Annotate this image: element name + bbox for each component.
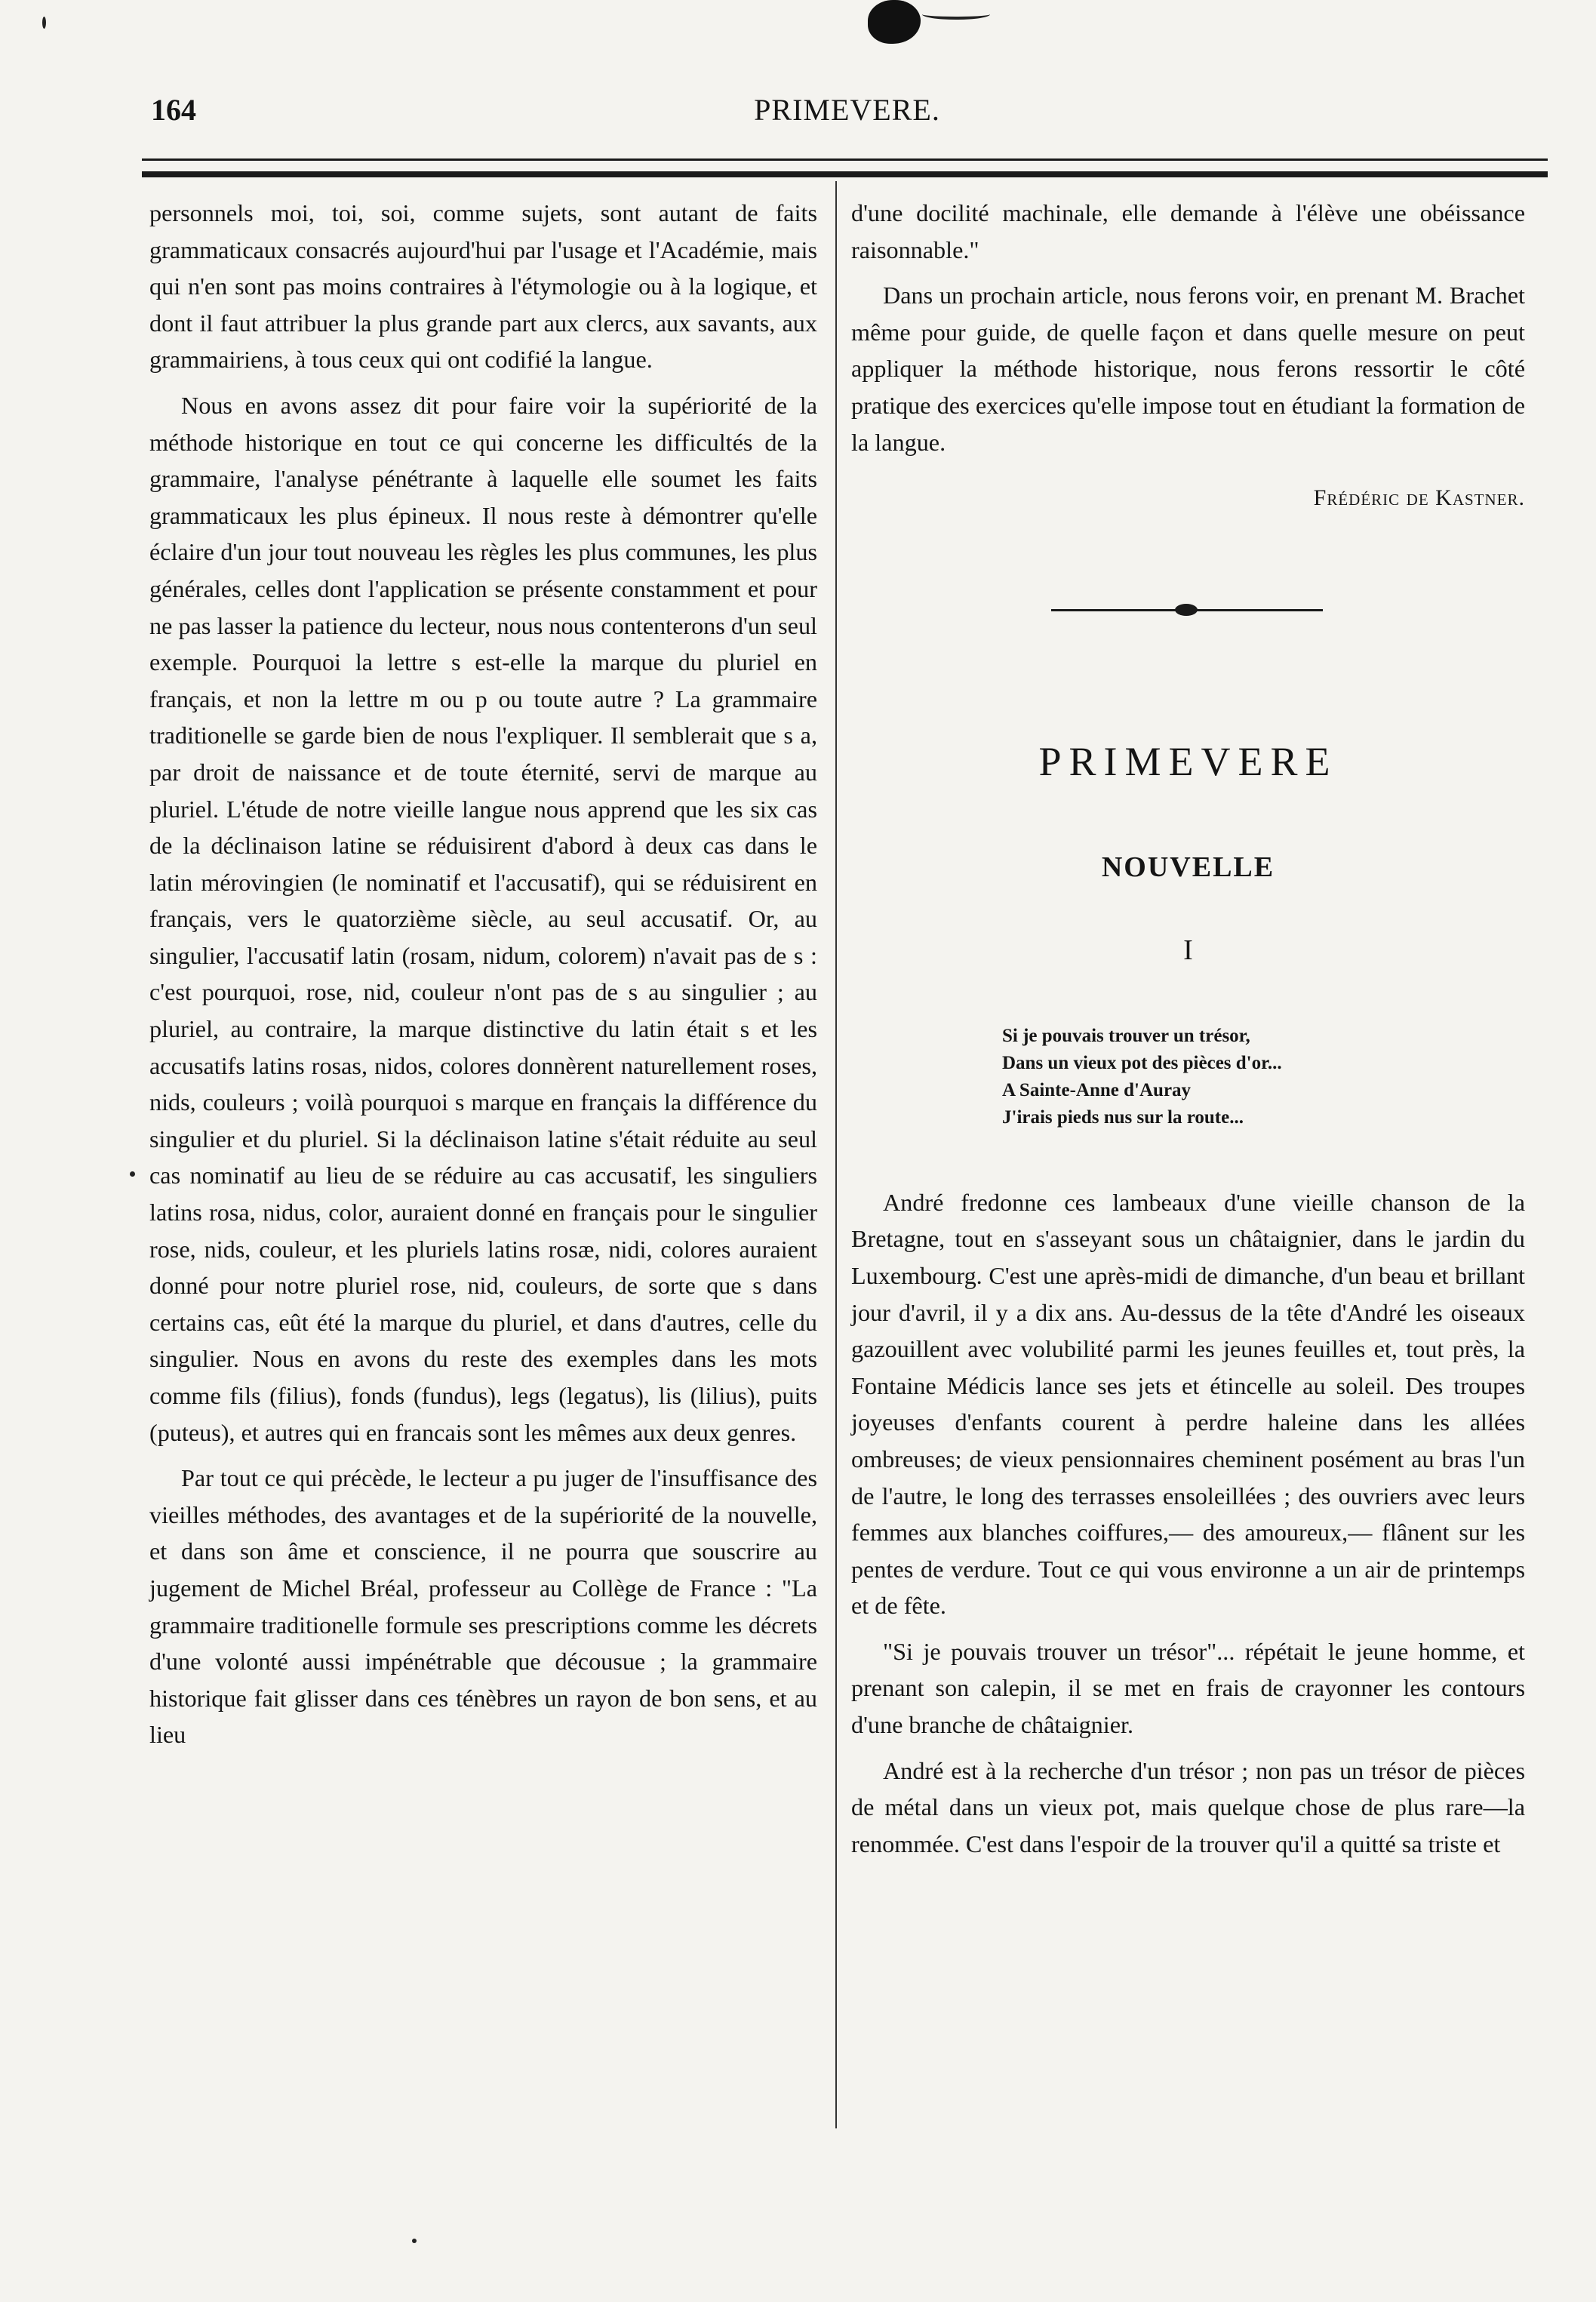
chapter-number: I: [1183, 934, 1193, 966]
stray-mark: [412, 2239, 417, 2243]
ornament-dot: [1175, 604, 1198, 616]
paragraph: d'une docilité machinale, elle demande à l'élève une obéissance raisonnable.": [851, 199, 1525, 263]
ink-blot: [868, 0, 921, 44]
column-divider: [835, 181, 837, 2128]
song-verse: [1002, 1023, 1525, 1131]
paragraph: personnels moi, toi, soi, comme sujets, sont autant de faits grammaticaux consacrés aujourd'hui par l'usage et l'Académie, mais qui n'en sont pas moins contraires à l'étymologie ou à la logique, et dont il faut attribuer la plus grande part aux clercs, aux savants, aux grammairiens, à tous ceux qui ont codifié la langue.: [149, 199, 817, 374]
story-subtitle: NOUVELLE: [1101, 851, 1275, 883]
stray-mark: [130, 1171, 135, 1177]
running-head: PRIMEVERE.: [754, 93, 940, 127]
header-rule: [142, 158, 1548, 177]
story-title: PRIMEVERE: [1038, 738, 1338, 784]
paragraph: Par tout ce qui précède, le lecteur a pu juger de l'insuffisance des vieilles méthodes, des avantages et de la supériorité de la nouvelle, et dans son âme et conscience, il ne pourra que souscrire au jugement de Michel Bréal, professeur au Collège de France : "La grammaire traditionelle formule ses prescriptions comme les décrets d'une volonté aussi impénétrable que décousue ; la grammaire historique fait glisser dans ces ténèbres un rayon de bon sens, et au lieu: [149, 1464, 817, 1749]
ink-smudge: [922, 9, 990, 20]
paragraph: André est à la recherche d'un trésor ; non pas un trésor de pièces de métal dans un vieux pot, mais quelque chose de plus rare—la renommée. C'est dans l'espoir de la trouver qu'il a quitté sa triste et: [851, 1756, 1525, 1857]
author-signature: Frédéric de Kastner.: [1313, 485, 1525, 511]
paragraph: Nous en avons assez dit pour faire voir la supériorité de la méthode historique en tout ce qui concerne les difficultés de la grammaire, l'analyse pénétrante à laquelle elle soumet les faits grammaticaux les plus épineux. Il nous reste à démontrer qu'elle éclaire d'un jour tout nouveau les règles les plus communes, les plus générales, celles dont l'application se présente constamment et pour ne pas lasser la patience du lecteur, nous nous contenterons d'un seul exemple. Pourquoi la lettre s est-elle la marque du pluriel en français, et non la lettre m ou p ou toute autre ? La grammaire traditionelle se garde bien de nous l'expliquer. Il semblerait que s a, par droit de naissance et de toute éternité, servi de marque au pluriel. L'étude de notre vieille langue nous apprend que les six cas de la déclinaison latine se réduisirent d'abord à deux cas dans le latin mérovingien (le nominatif et l'accusatif), qui se réduisirent en français, vers le quatorzième siècle, au seul accusatif. Or, au singulier, l'accusatif latin (rosam, nidum, colorem) n'avait pas de s : c'est pourquoi, rose, nid, couleur n'ont pas de s au singulier ; au pluriel, au contraire, la marque distinctive du latin était s et les accusatifs latins rosas, nidos, colores donnèrent naturellement roses, nids, couleurs ; voilà pourquoi s marque en français la différence du singulier et du pluriel. Si la déclinaison latine s'était réduite au seul cas nominatif au lieu de se réduire au cas accusatif, les singuliers latins rosa, nidus, color, auraient donné en français pour le singulier rose, nids, couleur, et les pluriels latins rosæ, nidi, colores auraient donné pour notre pluriel rose, nid, couleurs, de sorte que s dans certains cas, eût été la marque du pluriel, et dans d'autres, celle du singulier. Nous en avons du reste des exemples dans les mots comme fils (filius), fonds (fundus), legs (legatus), lis (lilius), puits (puteus), et autres qui en francais sont les mêmes aux deux genres.: [149, 391, 817, 1446]
ornament-rule: [1051, 608, 1323, 612]
right-column: [851, 195, 1525, 1871]
ornament-separator: [851, 577, 1525, 668]
page-header: [151, 92, 1543, 137]
page-number: 164: [151, 93, 196, 127]
verse-line: A Sainte-Anne d'Auray: [1002, 1079, 1192, 1100]
verse-line: Si je pouvais trouver un trésor,: [1002, 1025, 1250, 1046]
paragraph: Dans un prochain article, nous ferons voir, en prenant M. Brachet même pour guide, de quelle façon et dans quelle mesure on peut appliquer la méthode historique, nous ferons ressortir le côté pratique des exercices qu'elle impose tout en étudiant la formation de la langue.: [851, 282, 1525, 456]
left-column: [149, 195, 817, 1762]
paragraph: "Si je pouvais trouver un trésor"... répétait le jeune homme, et prenant son calepin, il se met en frais de crayonner les contours d'une branche de châtaignier.: [851, 1637, 1525, 1739]
verse-line: J'irais pieds nus sur la route...: [1002, 1106, 1244, 1128]
verse-line: Dans un vieux pot des pièces d'or...: [1002, 1052, 1282, 1073]
paragraph: André fredonne ces lambeaux d'une vieille chanson de la Bretagne, tout en s'asseyant sous un châtaignier, dans le jardin du Luxembourg. C'est une après-midi de dimanche, d'un beau et brillant jour d'avril, il y a dix ans. Au-dessus de la tête d'André les oiseaux gazouillent avec volubilité parmi les jeunes feuilles et, tout près, la Fontaine Médicis lance ses jets et étincelle au soleil. Des troupes joyeuses d'enfants courent à perdre haleine dans les allées ombreuses; de vieux pensionnaires cheminent posément au bras l'un de l'autre, le long des terrasses ensoleillées ; des ouvriers avec leurs femmes aux blanches coiffures,— des amoureux,— flânent sur les pentes de verdure. Tout ce qui vous environne a un air de printemps et de fête.: [851, 1188, 1525, 1620]
stray-mark: [42, 17, 46, 29]
